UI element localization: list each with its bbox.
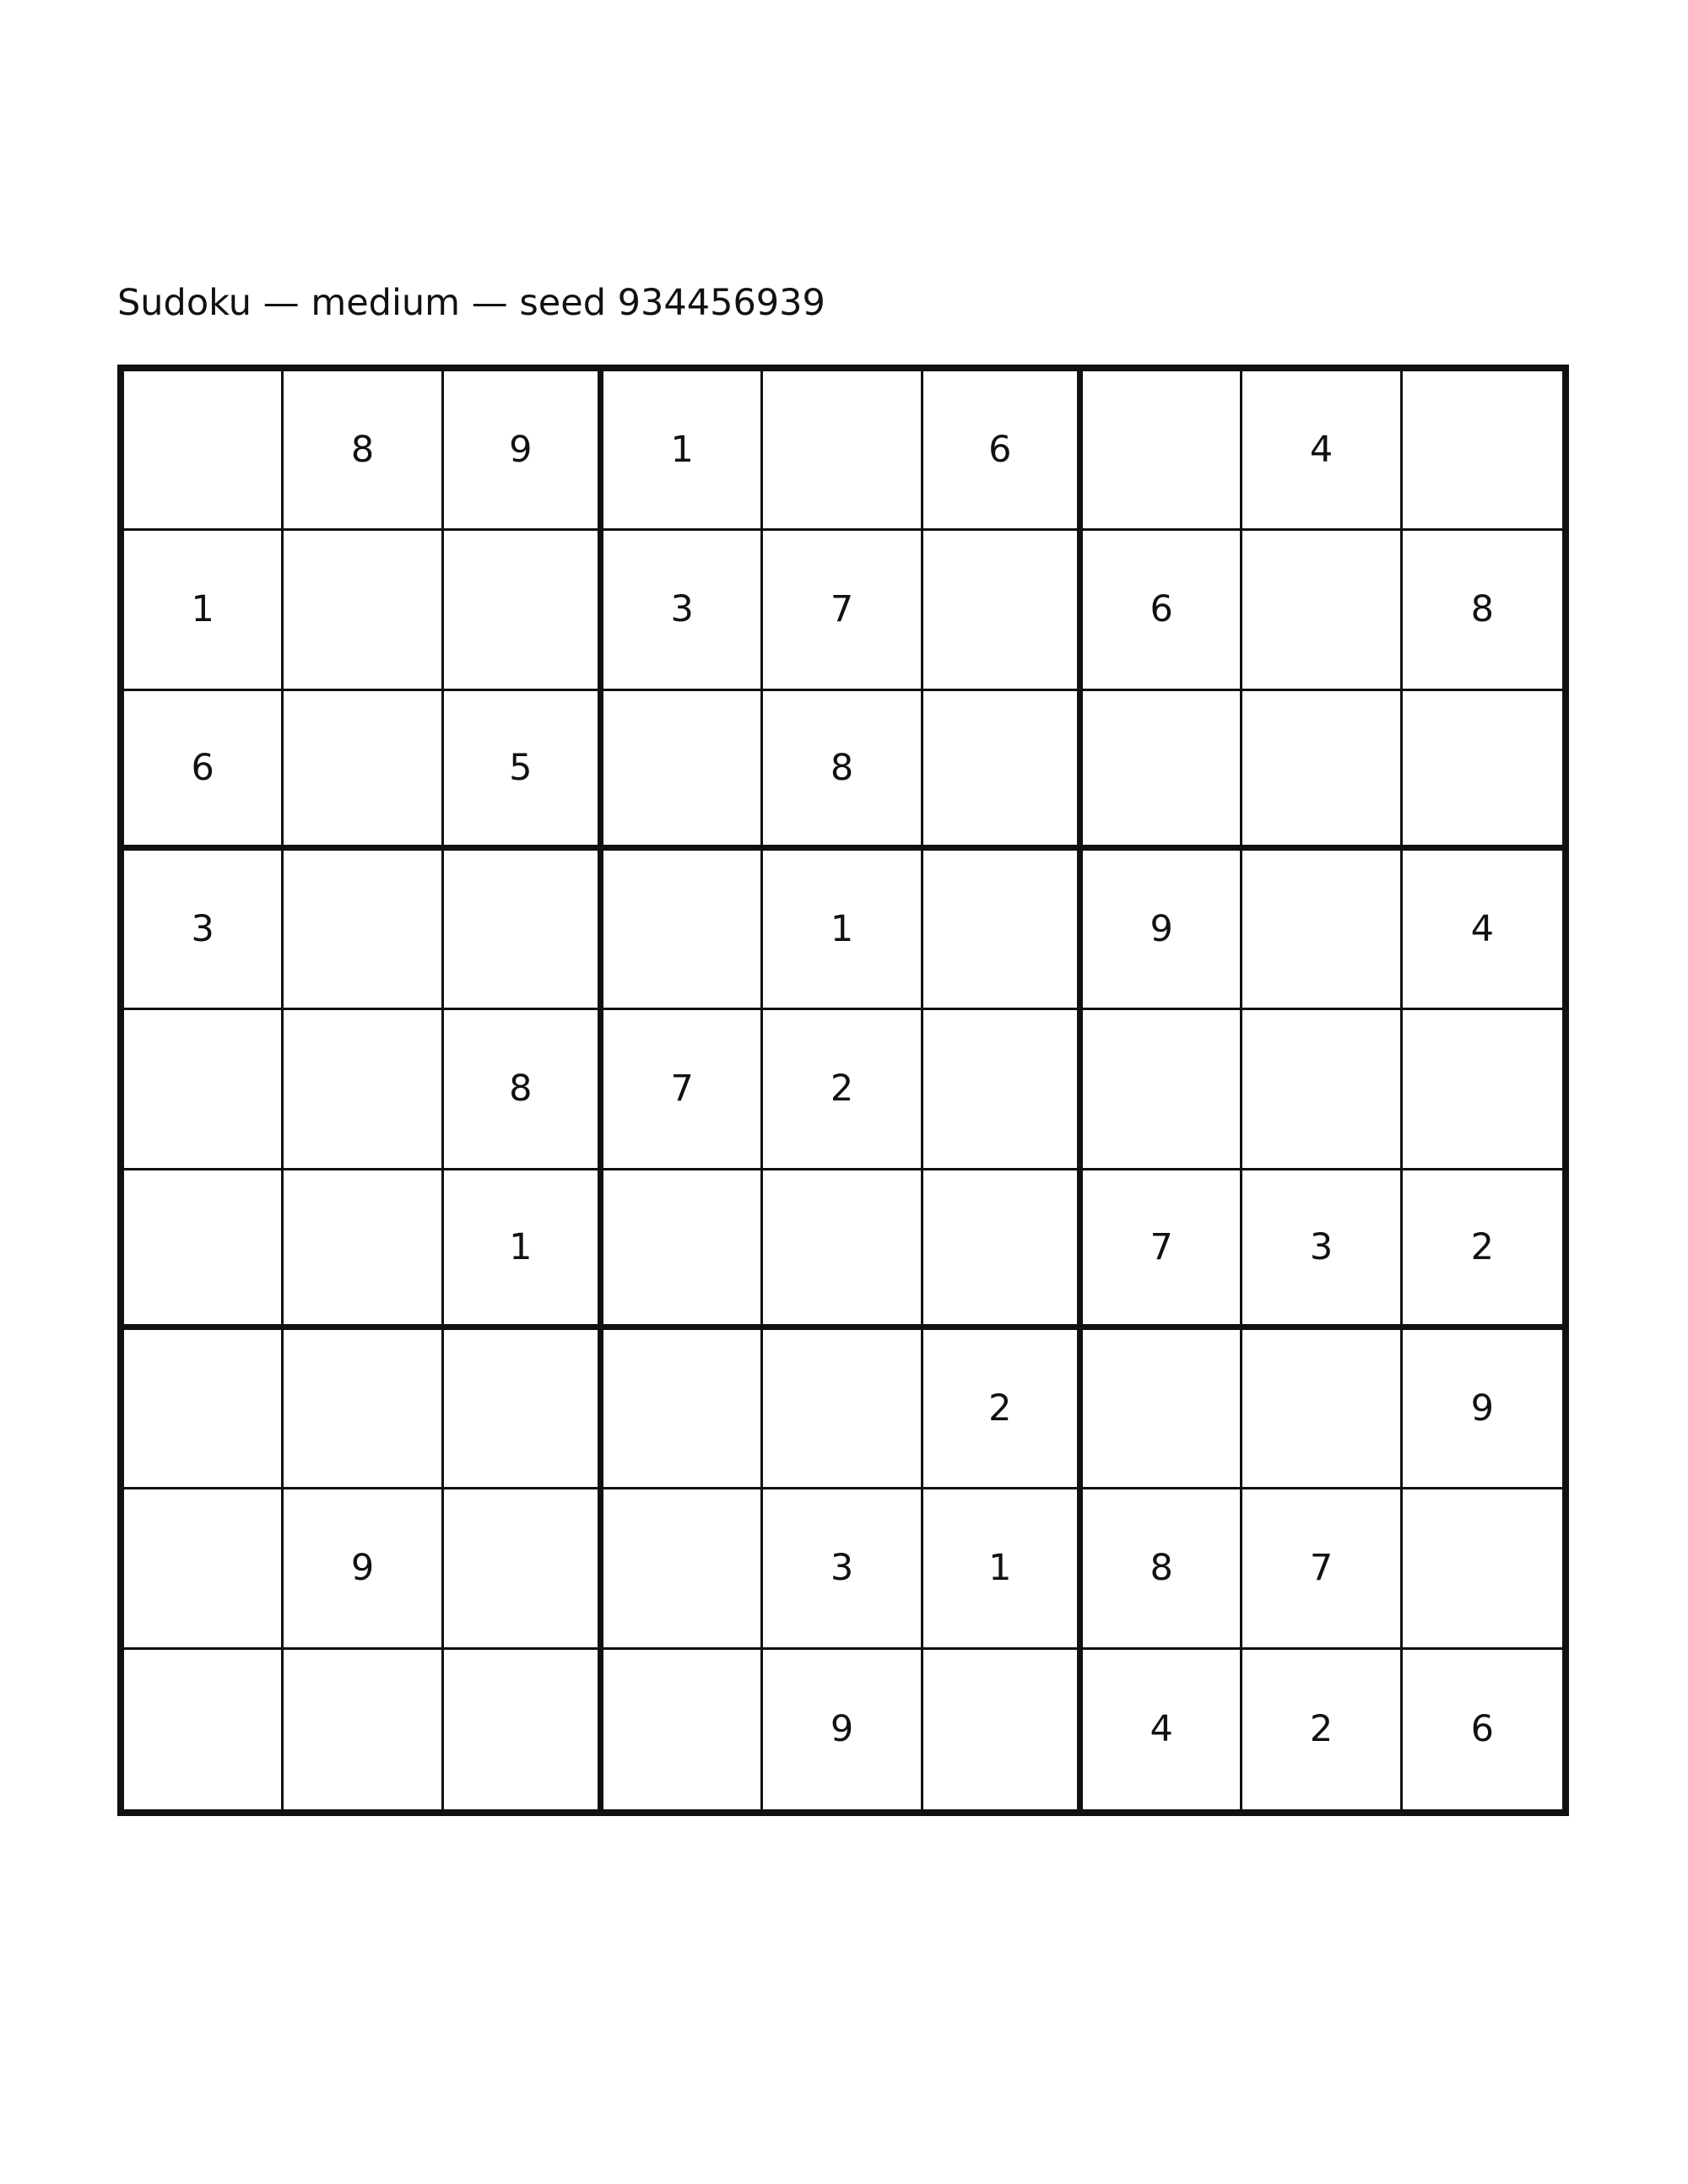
sudoku-cell[interactable]	[923, 1170, 1083, 1330]
sudoku-cell[interactable]	[124, 1489, 284, 1649]
sudoku-cell[interactable]: 8	[1083, 1489, 1242, 1649]
sudoku-cell[interactable]: 6	[1083, 531, 1242, 690]
sudoku-cell[interactable]: 3	[763, 1489, 922, 1649]
sudoku-cell[interactable]	[1242, 691, 1402, 851]
sudoku-cell[interactable]	[763, 1170, 922, 1330]
sudoku-cell[interactable]	[444, 531, 603, 690]
sudoku-cell[interactable]	[124, 1010, 284, 1170]
sudoku-cell[interactable]	[923, 691, 1083, 851]
sudoku-cell[interactable]	[444, 1489, 603, 1649]
sudoku-cell[interactable]: 7	[1083, 1170, 1242, 1330]
sudoku-cell[interactable]	[1242, 1330, 1402, 1489]
sudoku-cell[interactable]: 2	[763, 1010, 922, 1170]
sudoku-cell[interactable]: 9	[1083, 851, 1242, 1010]
sudoku-cell[interactable]: 9	[284, 1489, 443, 1649]
sudoku-cell[interactable]	[444, 851, 603, 1010]
sudoku-cell[interactable]	[1403, 691, 1562, 851]
sudoku-cell[interactable]: 3	[603, 531, 763, 690]
sudoku-cell[interactable]	[284, 1650, 443, 1809]
sudoku-cell[interactable]	[284, 531, 443, 690]
sudoku-cell[interactable]: 4	[1083, 1650, 1242, 1809]
sudoku-cell[interactable]: 4	[1242, 371, 1402, 531]
sudoku-cell[interactable]	[923, 851, 1083, 1010]
sudoku-cell[interactable]: 1	[444, 1170, 603, 1330]
sudoku-cell[interactable]	[923, 1010, 1083, 1170]
puzzle-title: Sudoku — medium — seed 934456939	[117, 282, 825, 324]
sudoku-cell[interactable]	[603, 1330, 763, 1489]
sudoku-cell[interactable]	[124, 1650, 284, 1809]
sudoku-cell[interactable]: 8	[1403, 531, 1562, 690]
sudoku-cell[interactable]: 8	[444, 1010, 603, 1170]
sudoku-cell[interactable]	[923, 531, 1083, 690]
sudoku-cell[interactable]: 1	[603, 371, 763, 531]
sudoku-cell[interactable]: 2	[1242, 1650, 1402, 1809]
sudoku-cell[interactable]: 5	[444, 691, 603, 851]
sudoku-cell[interactable]	[284, 851, 443, 1010]
sudoku-cell[interactable]: 1	[763, 851, 922, 1010]
sudoku-cell[interactable]: 9	[444, 371, 603, 531]
sudoku-cell[interactable]	[284, 1010, 443, 1170]
sudoku-cell[interactable]: 1	[124, 531, 284, 690]
sudoku-cell[interactable]	[1083, 371, 1242, 531]
sudoku-cell[interactable]	[1083, 1330, 1242, 1489]
sudoku-cell[interactable]	[603, 1170, 763, 1330]
sudoku-cell[interactable]	[1403, 1010, 1562, 1170]
sudoku-cell[interactable]	[763, 1330, 922, 1489]
sudoku-cell[interactable]	[1083, 1010, 1242, 1170]
sudoku-cell[interactable]	[1083, 691, 1242, 851]
sudoku-cell[interactable]	[284, 691, 443, 851]
sudoku-cell[interactable]: 9	[763, 1650, 922, 1809]
sudoku-cell[interactable]: 4	[1403, 851, 1562, 1010]
sudoku-cell[interactable]	[1242, 851, 1402, 1010]
sudoku-cell[interactable]	[1242, 1010, 1402, 1170]
sudoku-cell[interactable]: 1	[923, 1489, 1083, 1649]
sudoku-cell[interactable]	[1403, 371, 1562, 531]
sudoku-cell[interactable]: 8	[284, 371, 443, 531]
sudoku-cell[interactable]	[124, 1170, 284, 1330]
sudoku-cell[interactable]	[603, 691, 763, 851]
sudoku-cell[interactable]: 7	[603, 1010, 763, 1170]
sudoku-cell[interactable]: 7	[763, 531, 922, 690]
sudoku-board	[117, 365, 1569, 1816]
sudoku-cell[interactable]	[284, 1330, 443, 1489]
sudoku-cell[interactable]	[603, 1650, 763, 1809]
sudoku-cell[interactable]: 6	[124, 691, 284, 851]
sudoku-cell[interactable]	[1403, 1489, 1562, 1649]
sudoku-cell[interactable]: 3	[1242, 1170, 1402, 1330]
sudoku-cell[interactable]: 6	[1470, 1708, 1494, 1751]
sudoku-cell[interactable]: 9	[1403, 1330, 1562, 1489]
sudoku-cell[interactable]	[763, 371, 922, 531]
sudoku-cell[interactable]	[444, 1650, 603, 1809]
sudoku-cell[interactable]	[603, 1489, 763, 1649]
sudoku-cell[interactable]	[284, 1170, 443, 1330]
sudoku-cell[interactable]	[124, 371, 284, 531]
sudoku-cell[interactable]: 3	[124, 851, 284, 1010]
sudoku-cell[interactable]	[603, 851, 763, 1010]
sudoku-cell[interactable]: 2	[1403, 1170, 1562, 1330]
sudoku-cell[interactable]	[444, 1330, 603, 1489]
sudoku-cell[interactable]	[124, 1330, 284, 1489]
sudoku-cell[interactable]: 2	[923, 1330, 1083, 1489]
sudoku-cell[interactable]: 7	[1242, 1489, 1402, 1649]
sudoku-cell[interactable]	[1242, 531, 1402, 690]
sudoku-cell[interactable]: 8	[763, 691, 922, 851]
sudoku-cell[interactable]	[923, 1650, 1083, 1809]
sudoku-cell[interactable]: 6	[923, 371, 1083, 531]
